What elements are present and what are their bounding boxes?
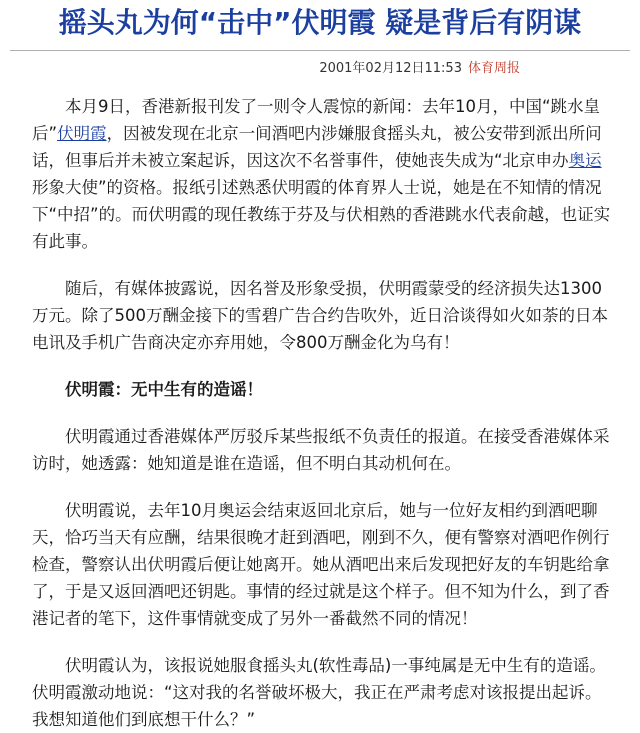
paragraph-1-text-c: 形象大使”的资格。报纸引述熟悉伏明霞的体育界人士说，她是在不知情的情况下“中招”的。而伏明霞的现任教练于芬及与伏相熟的香港跳水代表俞越，也证实有此事。: [32, 178, 611, 251]
paragraph-1: [32, 93, 618, 255]
paragraph-3: 伏明霞通过香港媒体严厉驳斥某些报纸不负责任的报道。在接受香港媒体采访时，她透露：她知道是谁在造谣，但不明白其动机何在。: [32, 427, 610, 473]
article-title: 摇头丸为何“击中”伏明霞 疑是背后有阴谋: [58, 6, 582, 39]
paragraph-5: 伏明霞认为，该报说她服食摇头丸(软性毒品)一事纯属是无中生有的造谣。伏明霞激动地说：“这对我的名誉破坏极大，我正在严肃考虑对该报提出起诉。我想知道他们到底想干什么？”: [32, 656, 606, 729]
olympics-link[interactable]: 奥运: [568, 151, 602, 170]
athlete-link[interactable]: 伏明霞: [57, 124, 107, 143]
article-meta: [319, 60, 520, 78]
paragraph-4: 伏明霞说，去年10月奥运会结束返回北京后，她与一位好友相约到酒吧聊天，恰巧当天有应酬，结果很晚才赶到酒吧，刚到不久，便有警察对酒吧作例行检查，警察认出伏明霞后便让她离开。她从酒吧出来后发现把好友的车钥匙给拿了，于是又返回酒吧还钥匙。事情的经过就是这个样子。但不知为什么，到了香港记者的笔下，这件事情就变成了另外一番截然不同的情况！: [32, 501, 610, 628]
article-body: [32, 93, 618, 733]
title-divider: [10, 50, 630, 51]
paragraph-1-text-a: 本月9日，香港新报刊发了一则令人震惊的新闻：去年10月，中国“跳水皇后”: [32, 97, 601, 143]
publish-date: 2001年02月12日11:53: [319, 61, 462, 76]
paragraph-2: 随后，有媒体披露说，因名誉及形象受损，伏明霞蒙受的经济损失达1300万元。除了500万酬金接下的雪碧广告合约告吹外，近日洽谈得如火如荼的日本电讯及手机广告商决定亦弃用她，令800万酬金化为乌有！: [32, 279, 608, 352]
section-heading: 伏明霞：无中生有的造谣！: [65, 380, 263, 399]
source-link[interactable]: 体育周报: [467, 61, 520, 76]
paragraph-1-text-b: ，因被发现在北京一间酒吧内涉嫌服食摇头丸，被公安带到派出所问话，但事后并未被立案起诉，因这次不名誉事件，使她丧失成为“北京申办: [32, 124, 602, 170]
